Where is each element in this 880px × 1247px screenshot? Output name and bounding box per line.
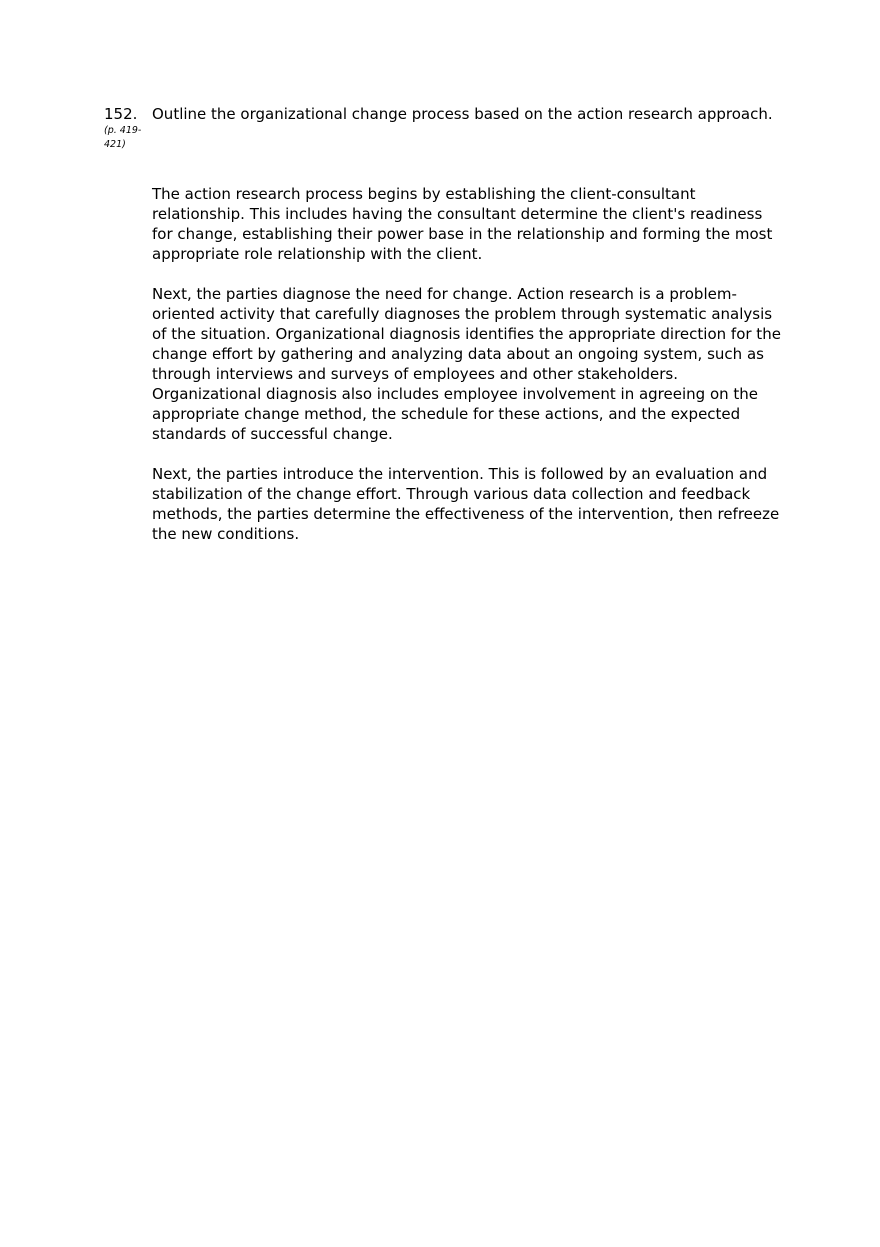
question-text: Outline the organizational change process based on the action research approach. [152, 105, 773, 123]
question-number: 152. [104, 105, 138, 123]
page-reference: (p. 419-421) [104, 125, 142, 150]
answer-paragraph: Next, the parties diagnose the need for change. Action research is a problem-oriented activity that carefully diagnoses the problem through systematic analysis of the situation. Organizational diagnosis identifies the appropriate direction for the change effort by gathering and analyzing data about an ongoing system, such as through interviews and surveys of employees and other stakeholders. Organizational diagnosis also includes employee involvement in agreeing on the appropriate change method, the schedule for these actions, and the expected standards of successful change. [152, 285, 781, 443]
answer-paragraph: Next, the parties introduce the intervention. This is followed by an evaluation and stabilization of the change effort. Through various data collection and feedback methods, the parties determine the effectiveness of the intervention, then refreeze the new conditions. [152, 465, 780, 543]
answer-paragraph: The action research process begins by establishing the client-consultant relationship. This includes having the consultant determine the client's readiness for change, establishing their power base in the relationship and forming the most appropriate role relationship with the client. [152, 185, 773, 263]
answer-body [152, 184, 782, 564]
